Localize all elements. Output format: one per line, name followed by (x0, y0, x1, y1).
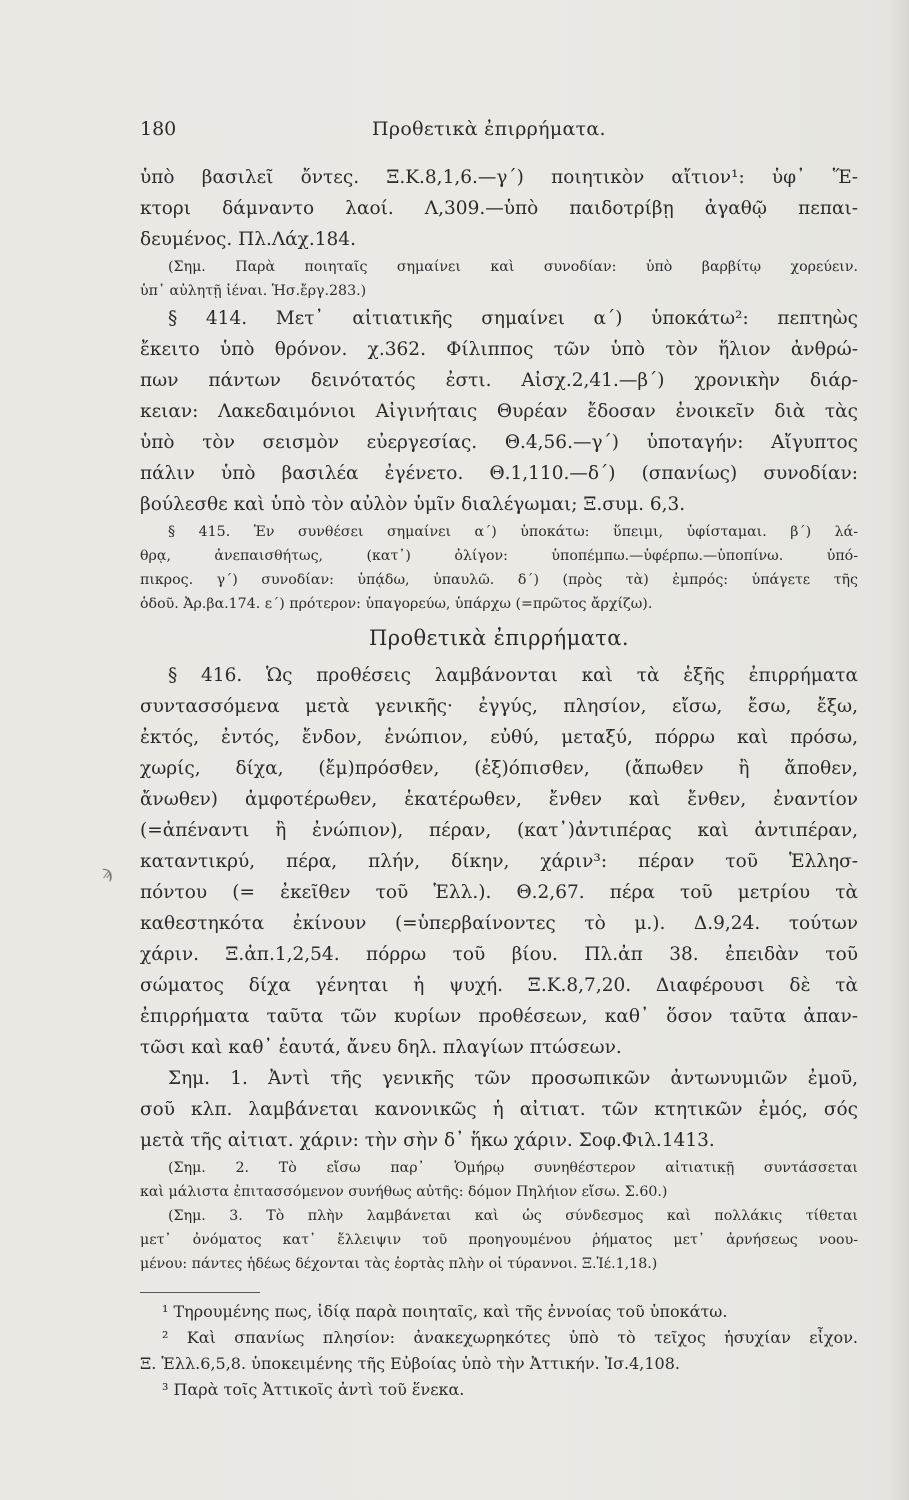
footnote-rule (140, 1292, 260, 1293)
footnote: Ξ. Ἑλλ.6,5,8. ὑποκειμένης τῆς Εὐβοίας ὑπὸ τὴν Ἀττικήν. Ἰσ.4,108. (140, 1354, 680, 1373)
main-text-column (140, 162, 858, 1403)
small-text-line: (Σημ. 3. Τὸ πλὴν λαμβάνεται καὶ ὡς σύνδεσμος καὶ πολλάκις τίθεται (168, 1208, 858, 1224)
text-line: § 416. Ὡς προθέσεις λαμβάνονται καὶ τὰ ἑξῆς ἐπιρρήματα (168, 665, 858, 686)
footnote: ³ Παρὰ τοῖς Ἀττικοῖς ἀντὶ τοῦ ἕνεκα. (162, 1380, 465, 1399)
text-line: κτορι δάμναντο λαοί. Λ,309.—ὑπὸ παιδοτρίβῃ ἀγαθῷ πεπαι- (140, 198, 858, 219)
text-line: ἄνωθεν) ἀμφοτέρωθεν, ἑκατέρωθεν, ἔνθεν καὶ ἔνθεν, ἐναντίον (140, 789, 858, 810)
text-line: ἐπιρρήματα ταῦτα τῶν κυρίων προθέσεων, καθ᾽ ὅσον ταῦτα ἀπαν- (140, 1006, 858, 1027)
small-text-line: § 415. Ἐν συνθέσει σημαίνει α΄) ὑποκάτω: ὕπειμι, ὑφίσταμαι. β΄) λά- (168, 524, 858, 540)
text-line: καταντικρύ, πέρα, πλήν, δίκην, χάριν³: πέραν τοῦ Ἑλλησ- (140, 851, 858, 872)
text-line: Σημ. 1. Ἀντὶ τῆς γενικῆς τῶν προσωπικῶν ἀντωνυμιῶν ἐμοῦ, (168, 1068, 858, 1089)
text-line: χάριν. Ξ.ἀπ.1,2,54. πόρρω τοῦ βίου. Πλ.ἀπ 38. ἐπειδὰν τοῦ (140, 944, 858, 965)
text-line: τῶσι καὶ καθ᾽ ἑαυτά, ἄνευ δηλ. πλαγίων πτώσεων. (140, 1037, 622, 1058)
note-line: ὑπ᾽ αὐλητῇ ἰέναι. Ἡσ.ἔργ.283.) (140, 283, 367, 299)
running-title: Προθετικὰ ἐπιρρήματα. (372, 118, 606, 140)
text-line: σώματος δίχα γένηται ἡ ψυχή. Ξ.Κ.8,7,20. Διαφέρουσι δὲ τὰ (140, 975, 858, 996)
text-line: ἔκειτο ὑπὸ θρόνον. χ.362. Φίλιππος τῶν ὑπὸ τὸν ἥλιον ἀνθρώ- (140, 339, 858, 360)
text-line: μετὰ τῆς αἰτιατ. χάριν: τὴν σὴν δ᾽ ἥκω χάριν. Σοφ.Φιλ.1413. (140, 1130, 715, 1151)
margin-mark: ϡ (102, 862, 113, 883)
text-line: συντασσόμενα μετὰ γενικῆς· ἐγγύς, πλησίον, εἴσω, ἔσω, ἔξω, (140, 696, 858, 717)
small-text-line: μένου: πάντες ἡδέως δέχονται τὰς ἑορτὰς πλὴν οἱ τύραννοι. Ξ.Ἱέ.1,18.) (140, 1256, 658, 1272)
small-text-line: ὁδοῦ. Ἀρ.βα.174. ε΄) πρότερον: ὑπαγορεύω, ὑπάρχω (=πρῶτος ἄρχίζω). (140, 596, 653, 612)
note-line: (Σημ. Παρὰ ποιηταῖς σημαίνει καὶ συνοδίαν: ὑπὸ βαρβίτῳ χορεύειν. (168, 259, 858, 275)
section-title: Προθετικὰ ἐπιρρήματα. (369, 626, 629, 650)
text-line: δευμένος. Πλ.Λάχ.184. (140, 229, 356, 250)
page-number: 180 (140, 118, 177, 140)
text-line: ὑπὸ βασιλεῖ ὄντες. Ξ.Κ.8,1,6.—γ΄) ποιητικὸν αἴτιον¹: ὑφ᾽ Ἕ- (140, 167, 858, 188)
small-text-line: μετ᾽ ὀνόματος κατ᾽ ἔλλειψιν τοῦ προηγουμένου ῥήματος μετ᾽ ἀρνήσεως νοου- (140, 1232, 858, 1248)
text-line: βούλεσθε καὶ ὑπὸ τὸν αὐλὸν ὑμῖν διαλέγωμαι; Ξ.συμ. 6,3. (140, 494, 686, 515)
text-line: σοῦ κλπ. λαμβάνεται κανονικῶς ἡ αἰτιατ. τῶν κτητικῶν ἐμός, σός (140, 1099, 858, 1120)
small-text-line: καὶ μάλιστα ἐπιτασσόμενον συνήθως αὐτῆς: δόμον Πηλήιον εἴσω. Σ.60.) (140, 1184, 668, 1200)
text-line: πων πάντων δεινότατός ἐστι. Αἰσχ.2,41.—β΄) χρονικὴν διάρ- (140, 370, 858, 391)
text-line: ἐκτός, ἐντός, ἔνδον, ἐνώπιον, εὐθύ, μεταξύ, πόρρω καὶ πρόσω, (140, 727, 858, 748)
footnote: ² Καὶ σπανίως πλησίον: ἀνακεχωρηκότες ὑπὸ τὸ τεῖχος ἡσυχίαν εἶχον. (162, 1328, 858, 1347)
text-line: πόντου (= ἐκεῖθεν τοῦ Ἑλλ.). Θ.2,67. πέρα τοῦ μετρίου τὰ (140, 882, 858, 903)
page-edge-shadow (887, 0, 909, 1500)
small-text-line: πικρος. γ΄) συνοδίαν: ὑπᾴδω, ὑπαυλῶ. δ΄) (πρὸς τὰ) ἐμπρός: ὑπάγετε τῆς (140, 572, 858, 588)
small-text-line: θρᾳ, ἀνεπαισθήτως, (κατ᾽) ὀλίγον: ὑποπέμπω.—ὑφέρπω.—ὑποπίνω. ὑπό- (140, 548, 858, 564)
page-header (140, 118, 860, 148)
footnote: ¹ Τηρουμένης πως, ἰδίᾳ παρὰ ποιηταῖς, καὶ τῆς ἐννοίας τοῦ ὑποκάτω. (162, 1302, 728, 1321)
text-line: ὑπὸ τὸν σεισμὸν εὐεργεσίας. Θ.4,56.—γ΄) ὑποταγήν: Αἴγυπτος (140, 432, 858, 453)
small-text-line: (Σημ. 2. Τὸ εἴσω παρ᾽ Ὁμήρῳ συνηθέστερον αἰτιατικῇ συντάσσεται (168, 1160, 858, 1176)
text-line: χωρίς, δίχα, (ἔμ)πρόσθεν, (ἐξ)όπισθεν, (ἄπωθεν ἢ ἄποθεν, (140, 758, 858, 779)
text-line: πάλιν ὑπὸ βασιλέα ἐγένετο. Θ.1,110.—δ΄) (σπανίως) συνοδίαν: (140, 463, 858, 484)
text-line: § 414. Μετ᾽ αἰτιατικῆς σημαίνει α΄) ὑποκάτω²: πεπτηὼς (168, 308, 858, 329)
text-line: (=ἀπέναντι ἢ ἐνώπιον), πέραν, (κατ᾽)ἀντιπέρας καὶ ἀντιπέραν, (140, 820, 858, 841)
text-line: κειαν: Λακεδαιμόνιοι Αἰγινήταις Θυρέαν ἔδοσαν ἐνοικεῖν διὰ τὰς (140, 401, 858, 422)
text-line: καθεστηκότα ἐκίνουν (=ὑπερβαίνοντες τὸ μ.). Δ.9,24. τούτων (140, 913, 858, 934)
